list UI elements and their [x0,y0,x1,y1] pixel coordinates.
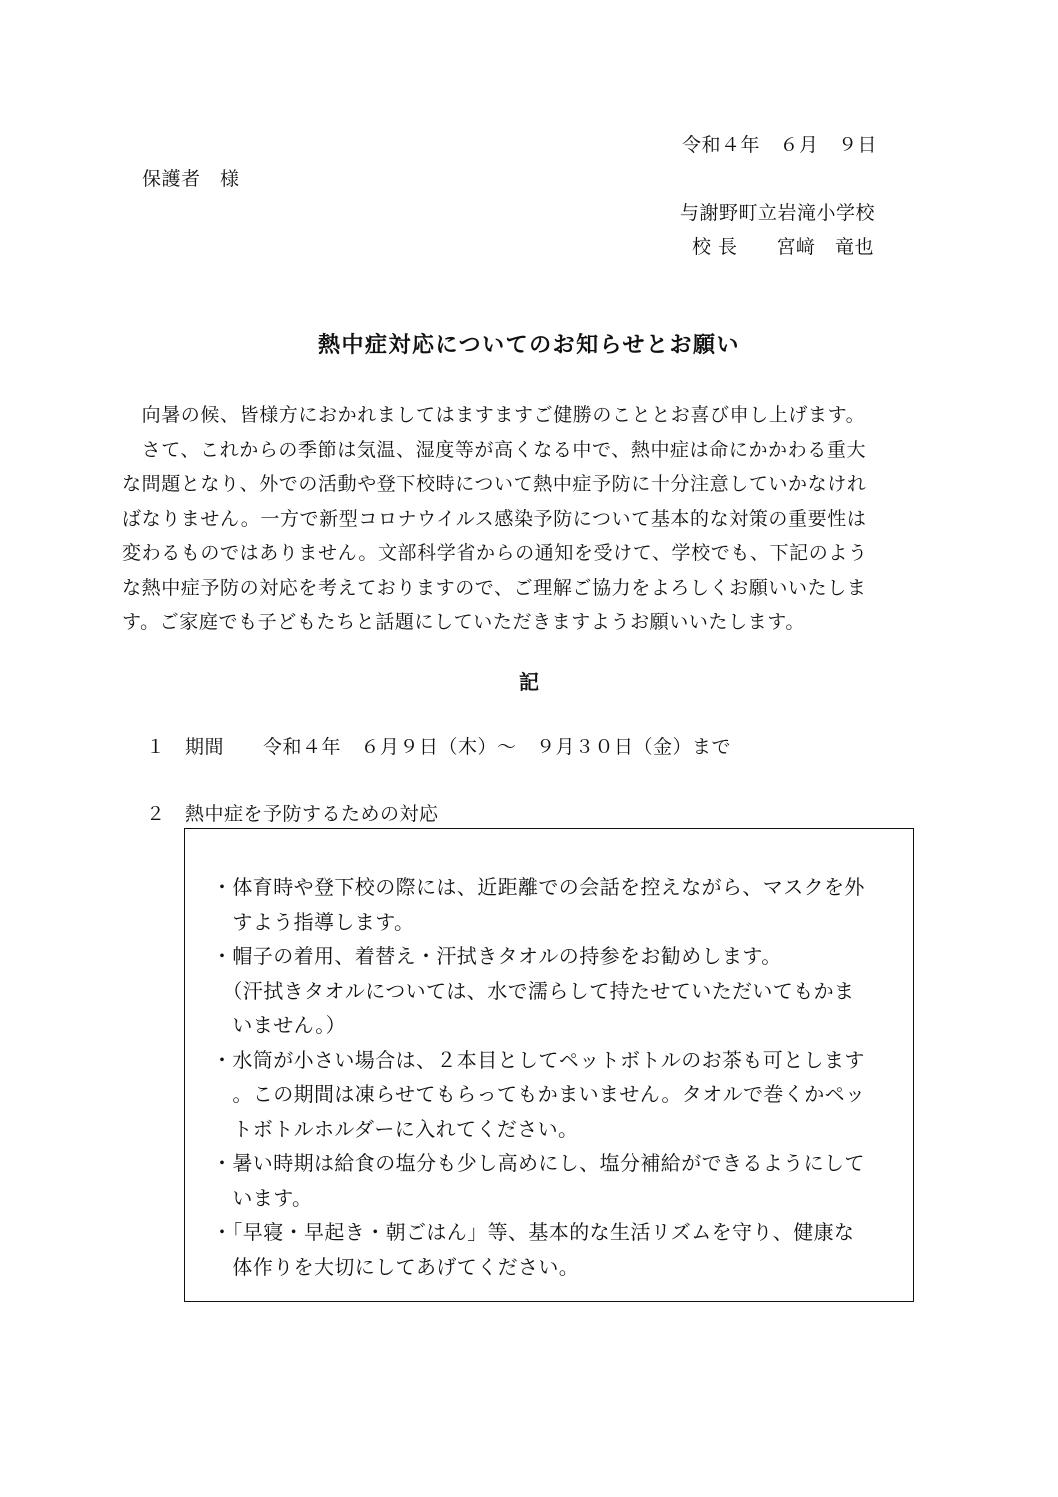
measure-line: ・帽子の着用、着替え・汗拭きタオルの持参をお勧めします。 [212,944,782,968]
ki-heading: 記 [519,670,539,694]
school-name: 与謝野町立岩滝小学校 [680,202,876,224]
body-paragraph [122,398,948,640]
body-line: な問題となり、外での活動や登下校時について熱中症予防に十分注意していかなけれ [122,473,867,495]
measures-list [212,870,865,1284]
item-measures-heading: ２ 熱中症を予防するための対応 [146,803,439,825]
body-line: 向暑の候、皆様方におかれましてはますますご健勝のこととお喜び申し上げます。 [122,404,866,426]
measure-line: すよう指導します。 [212,909,415,934]
item-period: １ 期間 令和４年 ６月９日（木）～ ９月３０日（金）まで [146,736,732,758]
measure-line: 。この期間は凍らせてもらってもかまいません。タオルで巻くかペッ [212,1082,866,1106]
measure-line: ・体育時や登下校の際には、近距離での会話を控えながら、マスクを外 [212,875,865,899]
body-line: ばなりません。一方で新型コロナウイルス感染予防について基本的な対策の重要性は [122,507,867,530]
measure-line: トボトルホルダーに入れてください。 [212,1116,579,1141]
measure-line: ・「早寝・早起き・朝ごはん」等、基本的な生活リズムを守り、健康な [212,1220,855,1244]
recipient-line: 保護者 様 [142,168,240,190]
measure-line: （汗拭きタオルについては、水で濡らして持たせていただいてもかま [212,978,855,1003]
principal-name: 校 長 宮﨑 竜也 [692,236,875,258]
body-line: す。ご家庭でも子どもたちと話題にしていただきますようお願いいたします。 [122,611,805,633]
document-date: 令和４年 ６月 ９日 [682,134,878,156]
measure-line: いません。） [212,1013,346,1037]
document-title: 熱中症対応についてのお知らせとお願い [318,333,740,358]
measure-line: ・暑い時期は給食の塩分も少し高めにし、塩分補給ができるようにして [212,1151,865,1175]
body-line: さて、これからの季節は気温、湿度等が高くなる中で、熱中症は命にかかわる重大 [122,438,867,461]
body-line: 変わるものではありません。文部科学省からの通知を受けて、学校でも、下記のよう [122,542,868,564]
body-line: な熱中症予防の対応を考えておりますので、ご理解ご協力をよろしくお願いいたしま [122,576,867,599]
measure-line: います。 [212,1185,313,1210]
measure-line: 体作りを大切にしてあげてください。 [212,1254,580,1279]
measure-line: ・水筒が小さい場合は、２本目としてペットボトルのお茶も可とします [212,1047,865,1072]
